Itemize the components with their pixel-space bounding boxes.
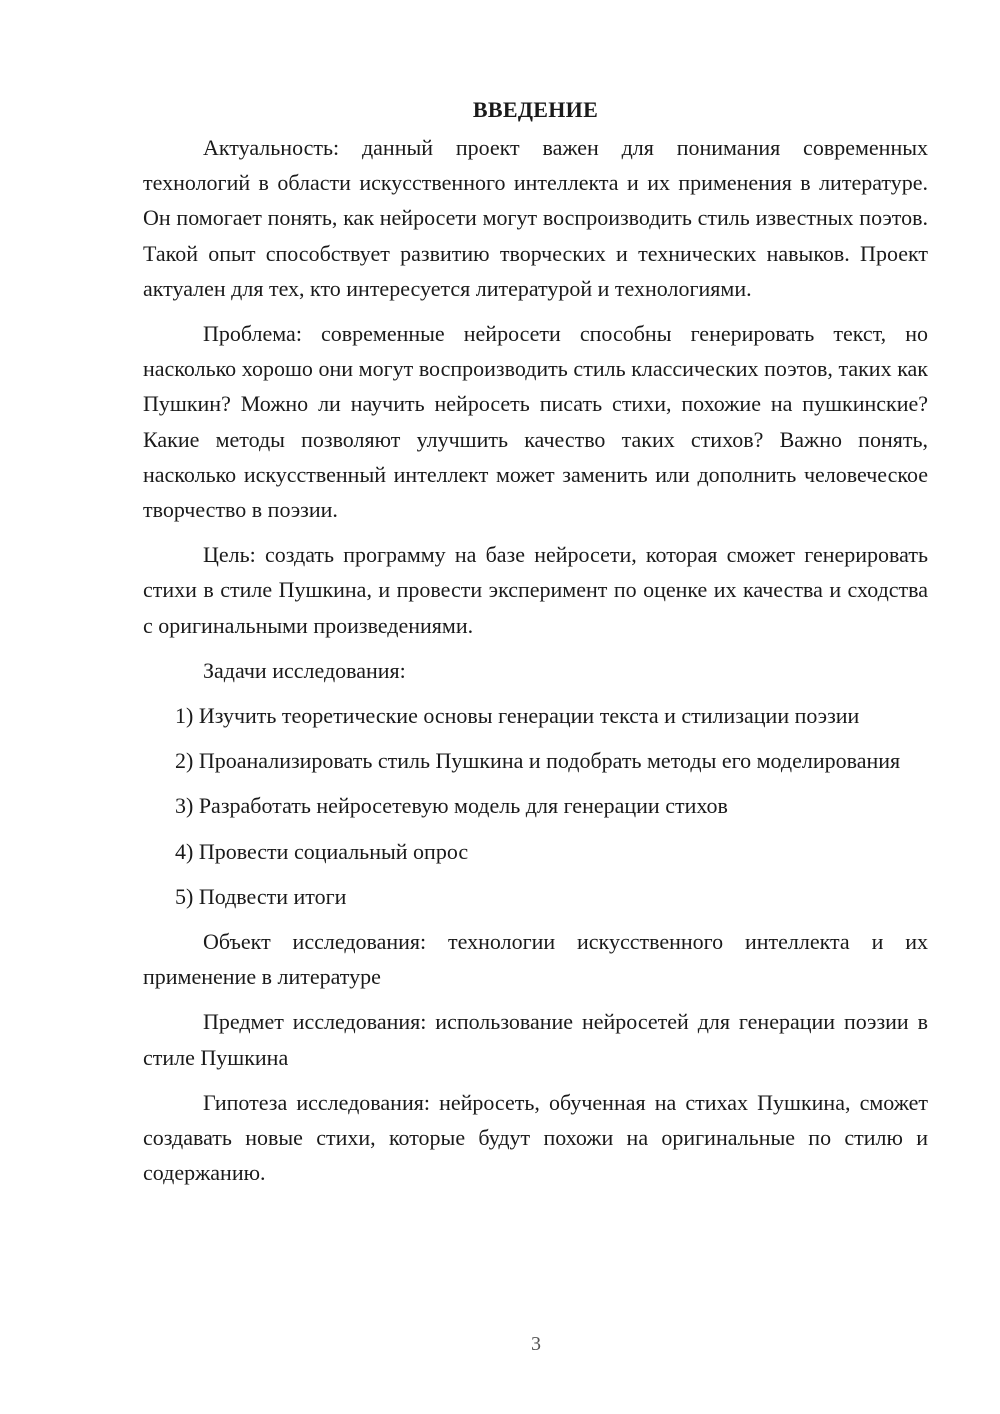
object-paragraph: Объект исследования: технологии искусственного интеллекта и их применение в литературе (143, 929, 928, 990)
hypothesis-paragraph: Гипотеза исследования: нейросеть, обученная на стихах Пушкина, сможет создавать новые стихи, которые будут похожи на оригинальные по стилю и содержанию. (143, 1089, 928, 1186)
page-number: 3 (531, 1333, 541, 1355)
problem-paragraph: Проблема: современные нейросети способны генерировать текст, но насколько хорошо они могут воспроизводить стиль классических поэтов, таких как Пушкин? Можно ли научить нейросеть писать стихи, похожие на пушкинские? Какие методы позволяют улучшить качество таких стихов? Важно понять, насколько искусственный интеллект может заменить или дополнить человеческое творчество в поэзии. (143, 321, 928, 523)
goal-paragraph: Цель: создать программу на базе нейросети, которая сможет генерировать стихи в стиле Пушкина, и провести эксперимент по оценке их качества и сходства с оригинальными произведениями. (143, 542, 928, 638)
task-item-4: 4) Провести социальный опрос (175, 838, 469, 864)
task-item-5: 5) Подвести итоги (175, 883, 347, 909)
relevance-paragraph: Актуальность: данный проект важен для понимания современных технологий в области искусственного интеллекта и их применения в литературе. Он помогает понять, как нейросети могут воспроизводить стиль известных поэтов. Такой опыт способствует развитию творческих и технических навыков. Проект актуален для тех, кто интересуется литературой и технологиями. (143, 135, 928, 301)
section-heading: ВВЕДЕНИЕ (472, 97, 599, 122)
task-item-1: 1) Изучить теоретические основы генерации текста и стилизации поэзии (175, 703, 860, 729)
task-item-2: 2) Проанализировать стиль Пушкина и подобрать методы его моделирования (175, 748, 901, 774)
subject-paragraph: Предмет исследования: использование нейросетей для генерации поэзии в стиле Пушкина (143, 1009, 928, 1070)
document-page (143, 92, 928, 1200)
tasks-title: Задачи исследования: (203, 657, 406, 683)
task-item-3: 3) Разработать нейросетевую модель для генерации стихов (175, 793, 728, 819)
